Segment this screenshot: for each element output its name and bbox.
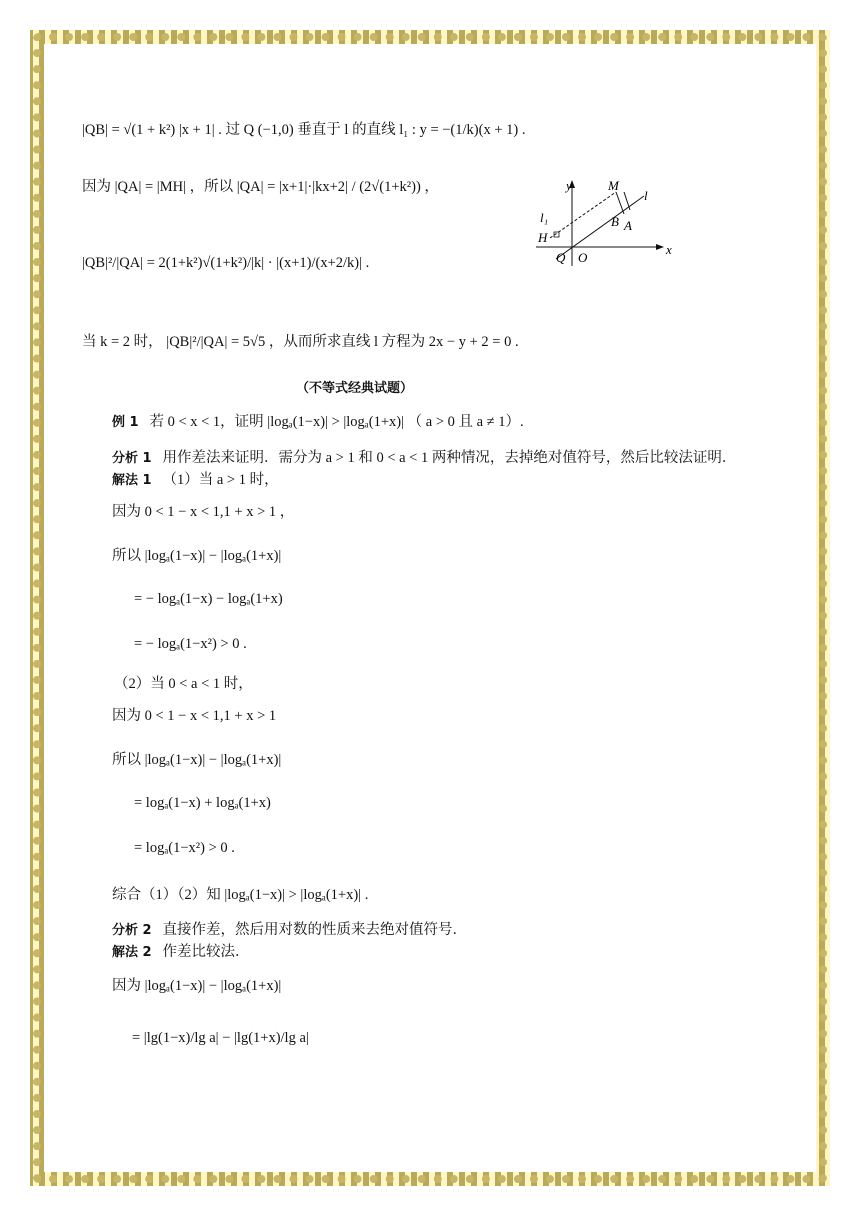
example-1-label: 例 1 <box>112 415 139 430</box>
equation-qb-line: |QB| = √(1 + k²) |x + 1| . 过 Q (−1,0) 垂直于 l 的直线 l₁ : y = −(1/k)(x + 1) . <box>82 122 526 138</box>
solution-1-line <box>112 468 279 489</box>
step-5: （2）当 0 < a < 1 时， <box>114 676 253 692</box>
example-1-text: 若 0 < x < 1，证明 |logₐ(1−x)| > |logₐ(1+x)| （ a > 0 且 a ≠ 1）. <box>149 414 524 430</box>
step-2: 所以 |logₐ(1−x)| − |logₐ(1+x)| <box>112 548 282 564</box>
geometry-figure <box>532 176 672 276</box>
step-6: 因为 0 < 1 − x < 1,1 + x > 1 <box>112 708 277 724</box>
step-9: = logₐ(1−x²) > 0 . <box>134 840 235 856</box>
step-1: 因为 0 < 1 − x < 1,1 + x > 1 ， <box>112 504 295 520</box>
analysis-2-label: 分析 2 <box>112 923 152 938</box>
fig-label-y: y <box>566 178 572 193</box>
analysis-1-text: 用作差法来证明．需分为 a > 1 和 0 < a < 1 两种情况，去掉绝对值符号，然后比较法证明． <box>162 450 737 466</box>
step-3: = − logₐ(1−x) − logₐ(1+x) <box>134 591 283 607</box>
fig-label-l: l <box>644 188 648 203</box>
fig-label-h: H <box>538 230 548 245</box>
analysis-2-text: 直接作差，然后用对数的性质来去绝对值符号． <box>162 922 467 938</box>
analysis-2-line <box>112 918 467 939</box>
fig-label-a: A <box>624 218 632 233</box>
solution-2-text: 作差比较法． <box>162 944 250 960</box>
step-7: 所以 |logₐ(1−x)| − |logₐ(1+x)| <box>112 752 282 768</box>
step-8: = logₐ(1−x) + logₐ(1+x) <box>134 795 271 811</box>
analysis-1-line <box>112 446 736 467</box>
conclusion-line: 当 k = 2 时， |QB|²/|QA| = 5√5 ，从而所求直线 l 方程为 2x − y + 2 = 0 . <box>82 334 519 350</box>
solution-1-text: （1）当 a > 1 时， <box>162 472 279 488</box>
equation-ratio-line: |QB|²/|QA| = 2(1+k²)√(1+k²)/|k| · |(x+1)/(x+2/k)| . <box>82 255 370 271</box>
step-11: 因为 |logₐ(1−x)| − |logₐ(1+x)| <box>112 978 282 994</box>
equation-qa-line: 因为 |QA| = |MH| ，所以 |QA| = |x+1|·|kx+2| / (2√(1+k²)) ， <box>82 179 439 195</box>
decorative-border-dots <box>33 33 827 1183</box>
fig-label-q: Q <box>556 250 566 265</box>
analysis-1-label: 分析 1 <box>112 451 152 466</box>
step-10: 综合（1）（2）知 |logₐ(1−x)| > |logₐ(1+x)| . <box>112 887 369 903</box>
example-1-line <box>112 410 524 431</box>
section-title: （不等式经典试题） <box>296 381 414 396</box>
solution-2-line <box>112 940 249 961</box>
fig-label-m: M <box>608 178 619 193</box>
solution-1-label: 解法 1 <box>112 473 152 488</box>
solution-2-label: 解法 2 <box>112 945 152 960</box>
fig-label-l1: l₁ <box>540 210 549 225</box>
fig-label-o: O <box>578 250 588 265</box>
fig-label-b: B <box>611 214 619 229</box>
step-4: = − logₐ(1−x²) > 0 . <box>134 636 247 652</box>
step-12: = |lg(1−x)/lg a| − |lg(1+x)/lg a| <box>132 1030 309 1046</box>
fig-label-x: x <box>666 242 672 257</box>
